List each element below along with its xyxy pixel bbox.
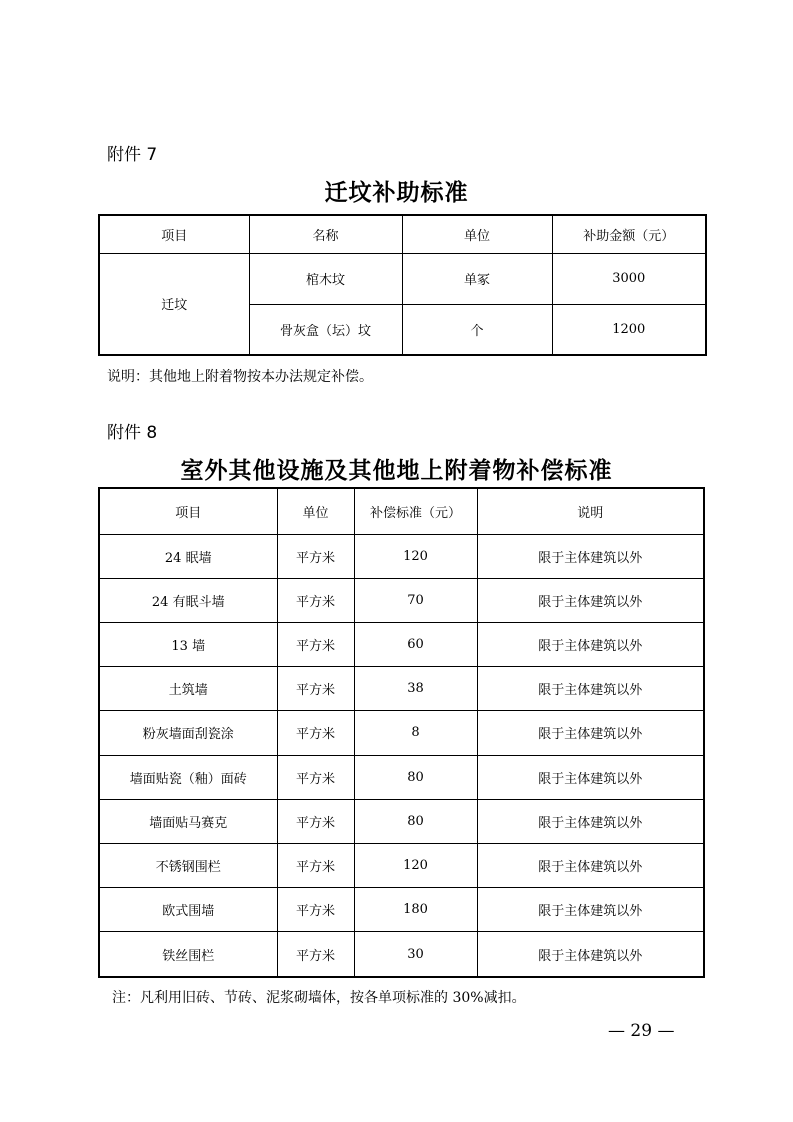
unit-cell: 个 xyxy=(402,304,552,355)
page-number: — 29 — xyxy=(608,1021,675,1041)
unit-cell: 平方米 xyxy=(277,711,354,755)
amount-cell: 1200 xyxy=(552,304,706,355)
amount-cell: 3000 xyxy=(552,253,706,304)
table-row xyxy=(99,888,704,932)
table-row xyxy=(99,711,704,755)
relocation-subsidy-table xyxy=(98,214,707,356)
annex-7-title: 迁坟补助标准 xyxy=(324,179,469,206)
unit-cell: 平方米 xyxy=(277,799,354,843)
column-header: 项目 xyxy=(99,488,277,534)
annex-8-title: 室外其他设施及其他地上附着物补偿标准 xyxy=(180,457,613,484)
remark-cell: 限于主体建筑以外 xyxy=(477,711,704,755)
price-cell: 80 xyxy=(354,799,477,843)
item-cell: 不锈钢围栏 xyxy=(99,843,277,887)
group-cell: 迁坟 xyxy=(99,253,249,355)
item-cell: 粉灰墙面刮瓷涂 xyxy=(99,711,277,755)
unit-cell: 平方米 xyxy=(277,623,354,667)
price-cell: 30 xyxy=(354,932,477,977)
item-cell: 13 墙 xyxy=(99,623,277,667)
price-cell: 80 xyxy=(354,755,477,799)
remark-cell: 限于主体建筑以外 xyxy=(477,534,704,578)
column-header: 补助金额（元） xyxy=(552,215,706,253)
table-header-row xyxy=(99,488,704,534)
remark-cell: 限于主体建筑以外 xyxy=(477,578,704,622)
unit-cell: 平方米 xyxy=(277,578,354,622)
column-header: 说明 xyxy=(477,488,704,534)
column-header: 单位 xyxy=(402,215,552,253)
item-cell: 墙面贴瓷（釉）面砖 xyxy=(99,755,277,799)
item-cell: 墙面贴马赛克 xyxy=(99,799,277,843)
remark-cell: 限于主体建筑以外 xyxy=(477,667,704,711)
unit-cell: 单冢 xyxy=(402,253,552,304)
price-cell: 120 xyxy=(354,534,477,578)
column-header: 单位 xyxy=(277,488,354,534)
unit-cell: 平方米 xyxy=(277,843,354,887)
annex-7-note: 说明：其他地上附着物按本办法规定补偿。 xyxy=(107,369,373,385)
item-cell: 欧式围墙 xyxy=(99,888,277,932)
remark-cell: 限于主体建筑以外 xyxy=(477,623,704,667)
table-row xyxy=(99,253,706,304)
name-cell: 棺木坟 xyxy=(249,253,402,304)
unit-cell: 平方米 xyxy=(277,888,354,932)
column-header: 名称 xyxy=(249,215,402,253)
table-row xyxy=(99,843,704,887)
remark-cell: 限于主体建筑以外 xyxy=(477,799,704,843)
compensation-table xyxy=(98,487,705,978)
price-cell: 8 xyxy=(354,711,477,755)
unit-cell: 平方米 xyxy=(277,534,354,578)
annex-7-label: 附件 7 xyxy=(107,145,158,165)
table-header-row xyxy=(99,215,706,253)
name-cell: 骨灰盒（坛）坟 xyxy=(249,304,402,355)
table-row xyxy=(99,667,704,711)
remark-cell: 限于主体建筑以外 xyxy=(477,755,704,799)
annex-8-label: 附件 8 xyxy=(107,423,158,443)
price-cell: 180 xyxy=(354,888,477,932)
table-row xyxy=(99,623,704,667)
unit-cell: 平方米 xyxy=(277,667,354,711)
price-cell: 38 xyxy=(354,667,477,711)
annex-8-note: 注：凡利用旧砖、节砖、泥浆砌墙体，按各单项标准的 30%减扣。 xyxy=(112,990,526,1006)
unit-cell: 平方米 xyxy=(277,755,354,799)
price-cell: 60 xyxy=(354,623,477,667)
item-cell: 土筑墙 xyxy=(99,667,277,711)
price-cell: 70 xyxy=(354,578,477,622)
column-header: 项目 xyxy=(99,215,249,253)
unit-cell: 平方米 xyxy=(277,932,354,977)
remark-cell: 限于主体建筑以外 xyxy=(477,843,704,887)
table-row xyxy=(99,578,704,622)
table-row xyxy=(99,755,704,799)
item-cell: 铁丝围栏 xyxy=(99,932,277,977)
table-row xyxy=(99,534,704,578)
price-cell: 120 xyxy=(354,843,477,887)
column-header: 补偿标准（元） xyxy=(354,488,477,534)
remark-cell: 限于主体建筑以外 xyxy=(477,932,704,977)
remark-cell: 限于主体建筑以外 xyxy=(477,888,704,932)
item-cell: 24 有眠斗墙 xyxy=(99,578,277,622)
table-row xyxy=(99,932,704,977)
item-cell: 24 眠墙 xyxy=(99,534,277,578)
table-row xyxy=(99,799,704,843)
